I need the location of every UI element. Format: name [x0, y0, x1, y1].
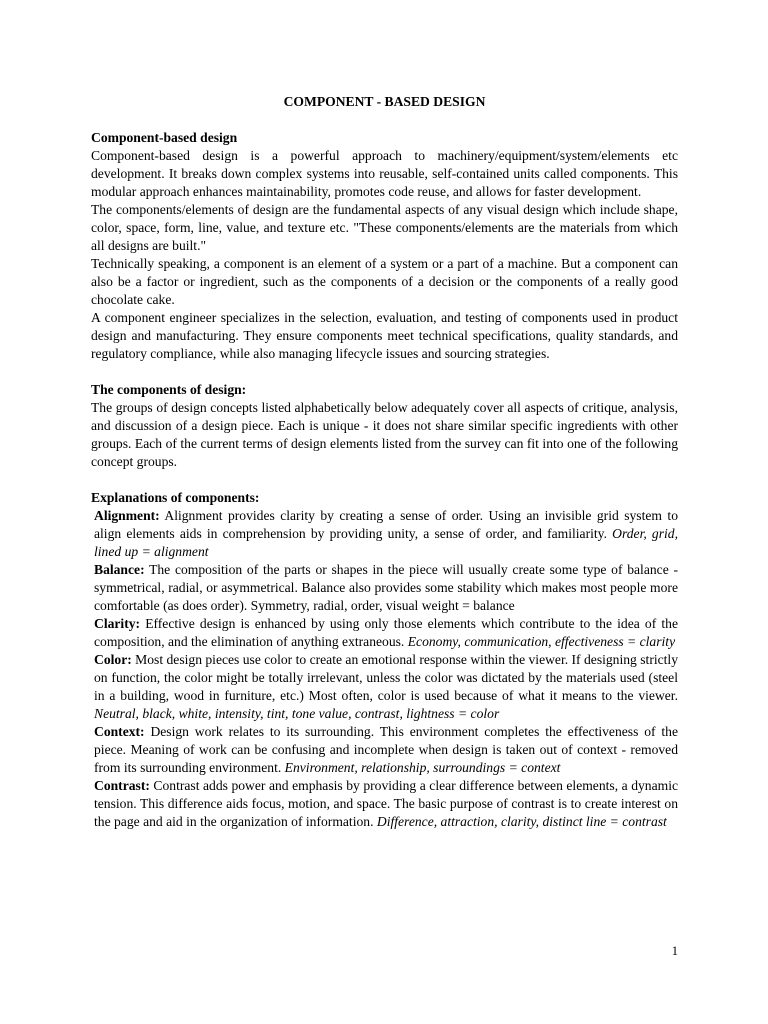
term-text: The composition of the parts or shapes in the piece will usually create some type of balance - symmetrical, radial, or asymmetrical. Balance also provides some stability which makes most people more comfortable (as does order). Symmetry, radial, order, visual weight = balance: [94, 562, 678, 613]
page-number: 1: [671, 944, 678, 958]
term-text: Contrast adds power and emphasis by providing a clear difference between elements, a dynamic tension. This difference aids focus, motion, and space. The basic purpose of contrast is to create interest on the page and aid in the organization of information.: [94, 778, 678, 829]
term-summary: Neutral, black, white, intensity, tint, tone value, contrast, lightness = color: [94, 706, 500, 721]
term-contrast: [91, 777, 678, 831]
term-name: Color:: [94, 652, 132, 667]
paragraph: Technically speaking, a component is an element of a system or a part of a machine. But a component can also be a factor or ingredient, such as the components of a decision or the components of a really good chocolate cake.: [91, 256, 678, 307]
term-color: [91, 651, 678, 723]
section-heading: The components of design:: [91, 382, 247, 397]
term-context: [91, 723, 678, 777]
term-summary: Order, grid, lined up = alignment: [94, 526, 678, 559]
document-page: [91, 93, 678, 831]
term-summary: Environment, relationship, surroundings = context: [284, 760, 561, 775]
spacer: [91, 471, 678, 489]
section-heading: Component-based design: [91, 130, 238, 145]
section-heading: Explanations of components:: [91, 490, 260, 505]
document-title: COMPONENT - BASED DESIGN: [283, 94, 486, 109]
paragraph: The groups of design concepts listed alphabetically below adequately cover all aspects of critique, analysis, and discussion of a design piece. Each is unique - it does not share similar specific ingredients with other groups. Each of the current terms of design elements listed from the survey can fit into one of the following concept groups.: [91, 400, 678, 469]
term-balance: [91, 561, 678, 615]
section-component-based-design: [91, 129, 678, 363]
section-components-of-design: [91, 381, 678, 471]
term-text: Design work relates to its surrounding. This environment completes the effectiveness of the piece. Meaning of work can be confusing and incomplete when design is taken out of context - removed from its surrounding environment.: [94, 724, 678, 775]
term-name: Balance:: [94, 562, 145, 577]
term-name: Context:: [94, 724, 145, 739]
term-text: Most design pieces use color to create an emotional response within the viewer. If designing strictly on function, the color might be totally irrelevant, unless the color was dictated by the materials used (steel in a building, wood in furniture, etc.) Most often, color is used because of what it means to the viewer.: [94, 652, 679, 703]
spacer: [91, 363, 678, 381]
paragraph: The components/elements of design are the fundamental aspects of any visual design which include shape, color, space, form, line, value, and texture etc. "These components/elements are the materials from which all designs are built.": [91, 202, 678, 253]
section-explanations: [91, 489, 678, 831]
paragraph: Component-based design is a powerful approach to machinery/equipment/system/elements etc development. It breaks down complex systems into reusable, self-contained units called components. This modular approach enhances maintainability, promotes code reuse, and allows for faster development.: [91, 148, 678, 199]
term-summary: Economy, communication, effectiveness = clarity: [407, 634, 676, 649]
term-summary: Difference, attraction, clarity, distinct line = contrast: [376, 814, 667, 829]
term-name: Clarity:: [94, 616, 141, 631]
term-clarity: [91, 615, 678, 651]
term-name: Alignment:: [94, 508, 160, 523]
term-name: Contrast:: [94, 778, 150, 793]
term-alignment: [91, 507, 678, 561]
term-text: Alignment provides clarity by creating a sense of order. Using an invisible grid system to align elements aids in comprehension by providing unity, a sense of order, and familiarity.: [94, 508, 678, 541]
term-text: Effective design is enhanced by using only those elements which contribute to the idea of the composition, and the elimination of anything extraneous.: [94, 616, 678, 649]
paragraph: A component engineer specializes in the selection, evaluation, and testing of components used in product design and manufacturing. They ensure components meet technical specifications, quality standards, and regulatory compliance, while also managing lifecycle issues and sourcing strategies.: [91, 310, 678, 361]
